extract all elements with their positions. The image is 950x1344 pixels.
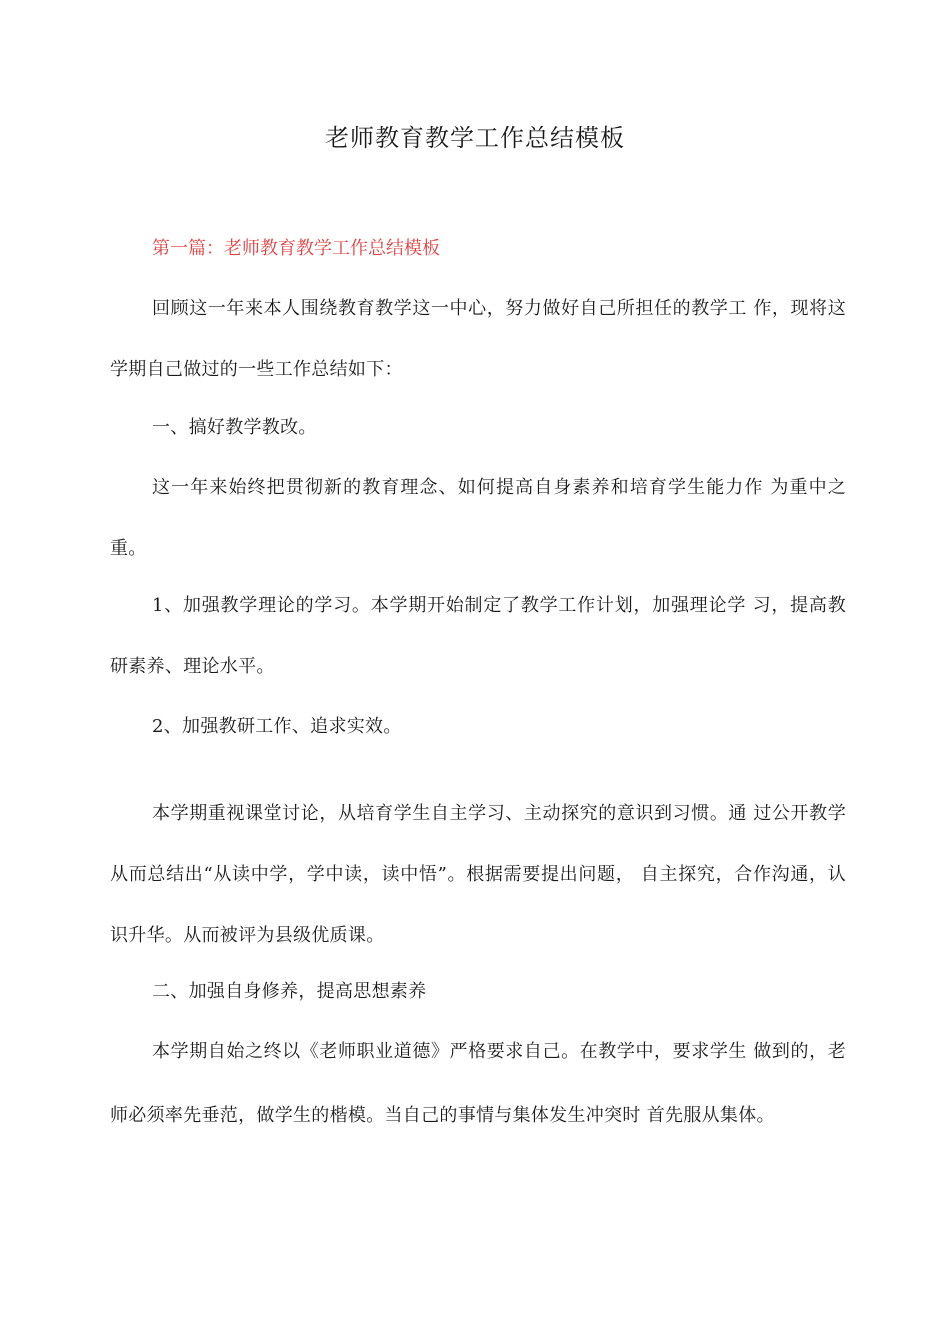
- paragraph-philosophy: 这一年来始终把贯彻新的教育理念、如何提高自身素养和培育学生能力作 为重中之重。: [110, 477, 846, 559]
- paragraph-intro: 回顾这一年来本人围绕教育教学这一中心，努力做好自己所担任的教学工 作，现将这学期自己做过的一些工作总结如下：: [110, 298, 846, 380]
- paragraph-classroom: 本学期重视课堂讨论，从培育学生自主学习、主动探究的意识到习惯。通 过公开教学从而总结出“从读中学，学中读，读中悟”。根据需要提出问题， 自主探究，合作沟通，认识升华。从而被评为县级优质课。: [110, 803, 846, 946]
- paragraph-item-1: 1、加强教学理论的学习。本学期开始制定了教学工作计划，加强理论学 习，提高教研素养、理论水平。: [110, 595, 846, 677]
- section-heading: 第一篇：老师教育教学工作总结模板: [152, 238, 440, 259]
- paragraph-heading-2: 二、加强自身修养，提高思想素养: [152, 981, 427, 1002]
- paragraph-item-2: 2、加强教研工作、追求实效。: [152, 716, 402, 737]
- paragraph-ethics: 本学期自始之终以《老师职业道德》严格要求自己。在教学中，要求学生 做到的，老师必须率先垂范，做学生的楷模。当自己的事情与集体发生冲突时 首先服从集体。: [110, 1041, 846, 1126]
- paragraph-heading-1: 一、搞好教学教改。: [152, 417, 317, 438]
- document-title: 老师教育教学工作总结模板: [325, 124, 625, 152]
